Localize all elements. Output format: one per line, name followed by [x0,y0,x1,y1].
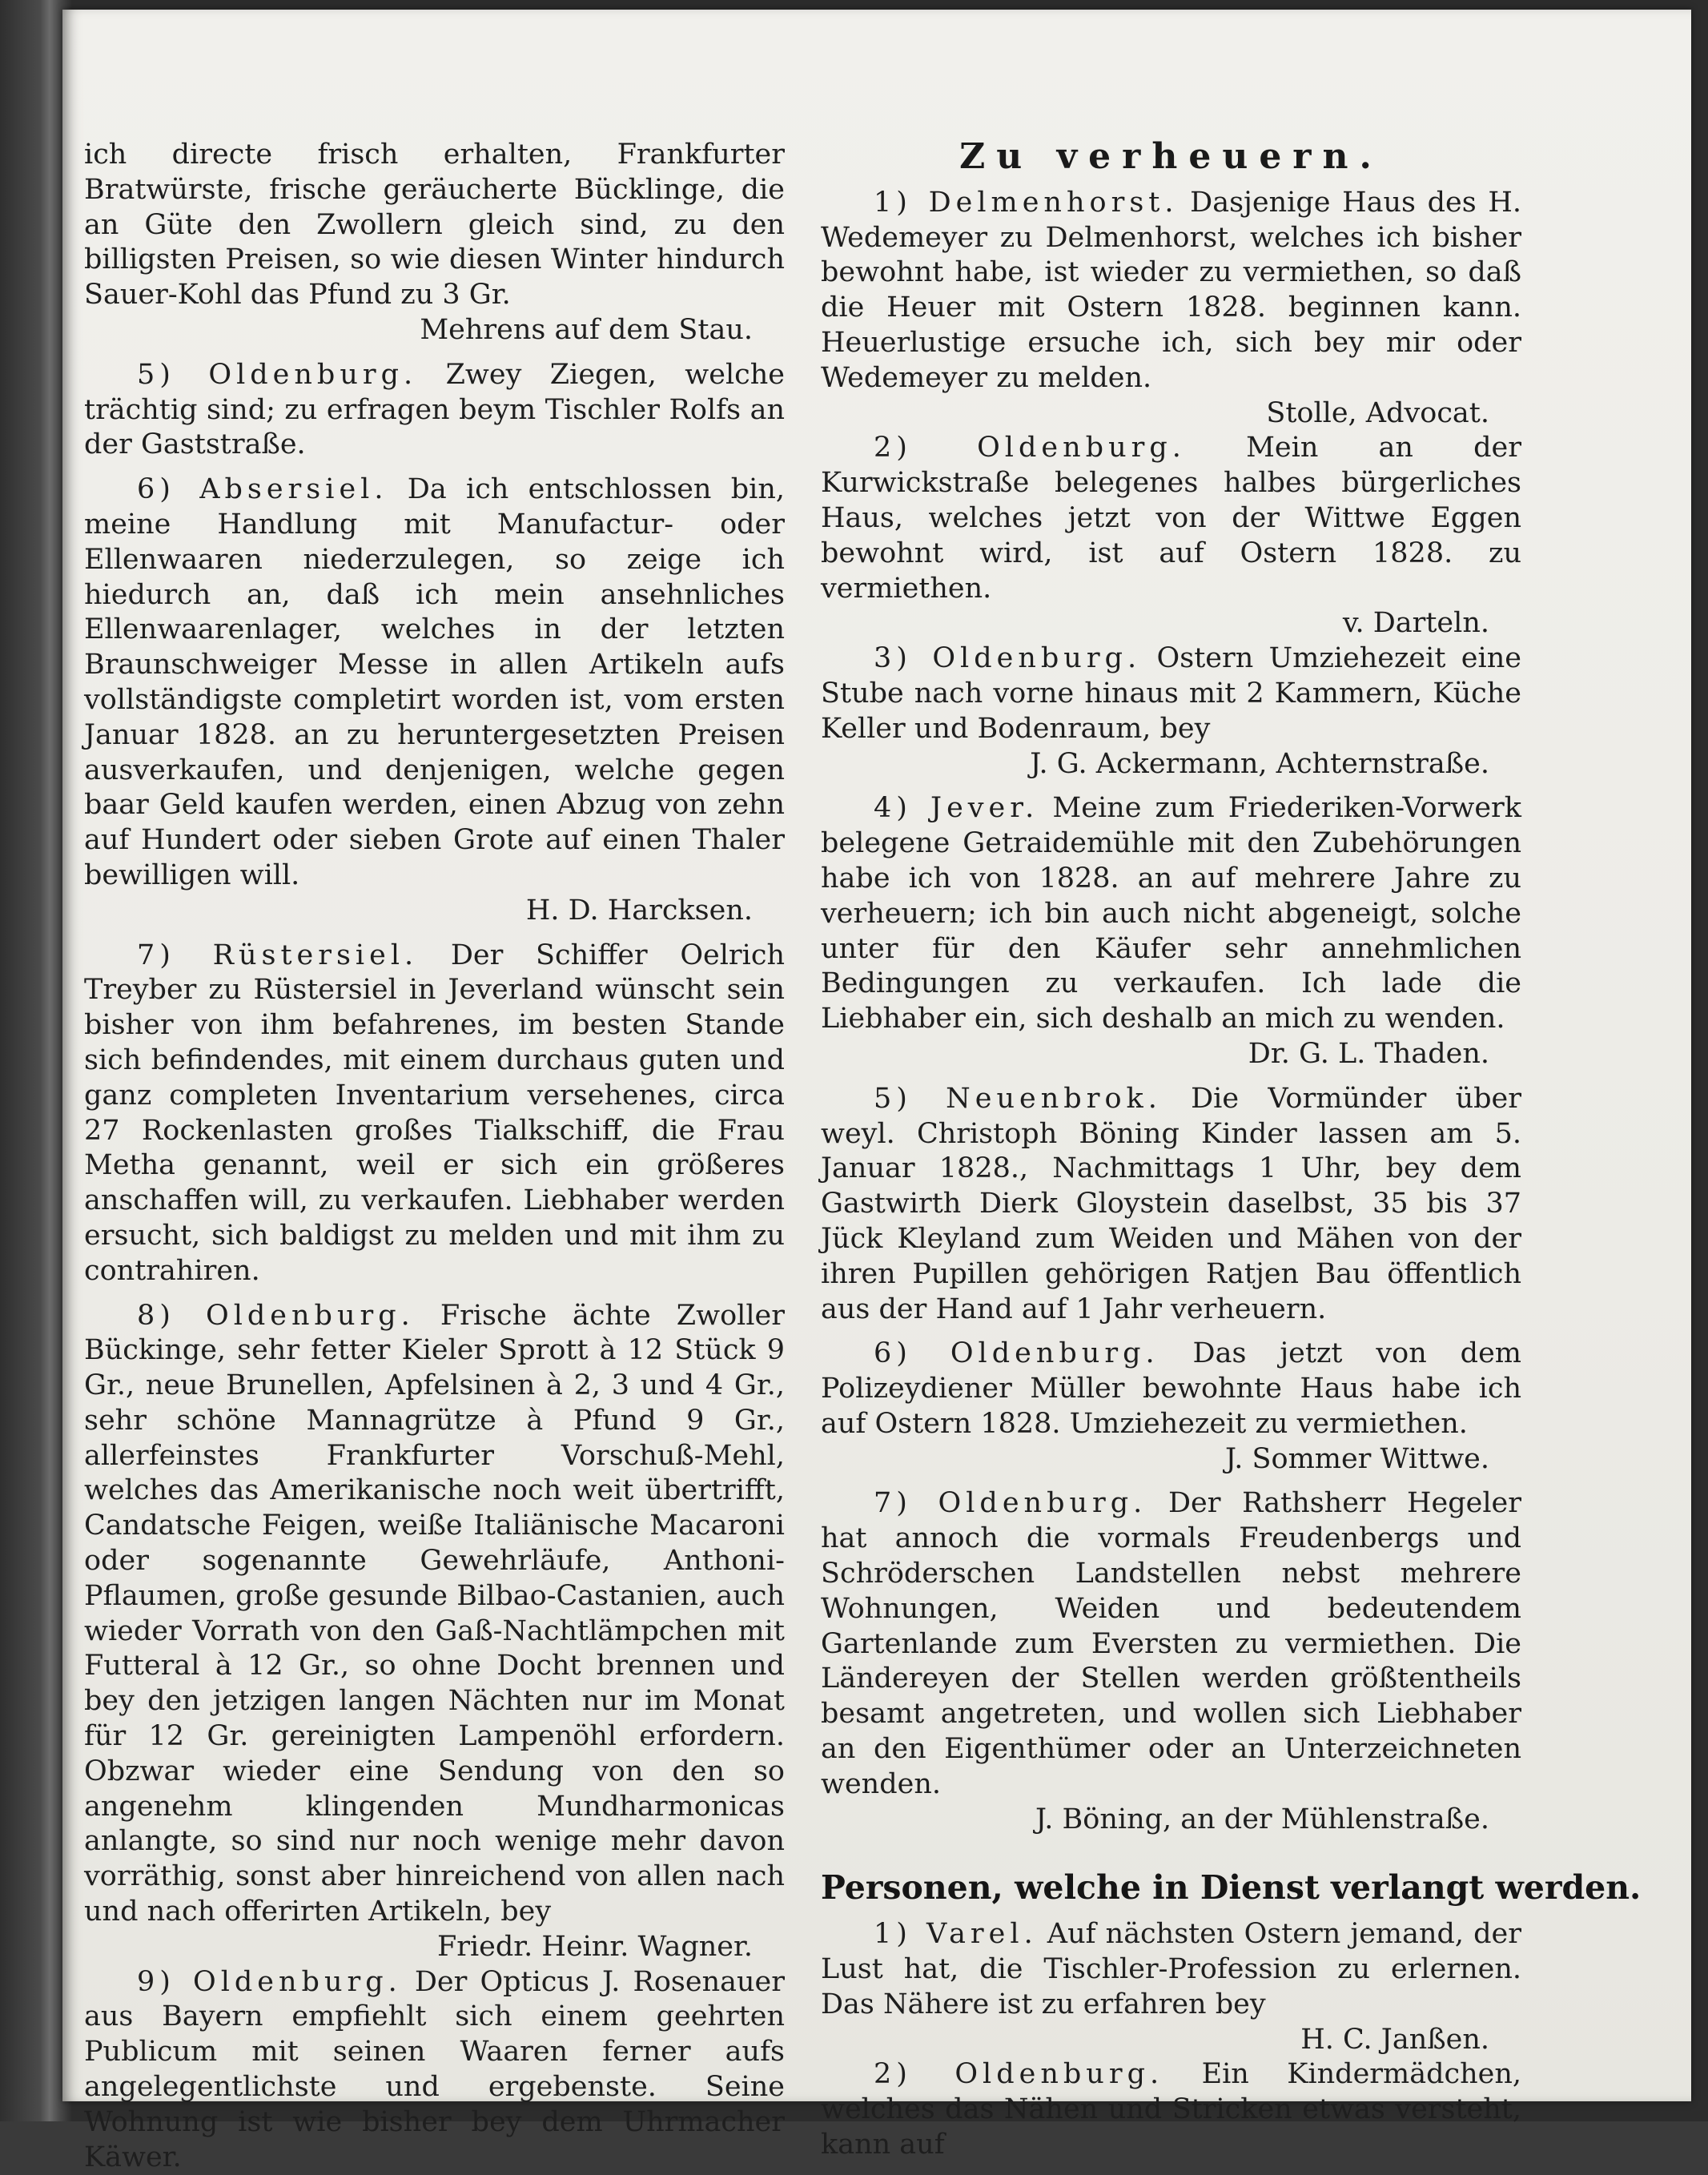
rental-3-oldenburg: 3) Oldenburg. Ostern Umziehezeit eine Stube nach vorne hinaus mit 2 Kammern, Küche Keller und Bodenraum, bey [821,642,1521,745]
signature-ackermann: J. G. Ackermann, Achternstraße. [1030,747,1489,780]
place-name: 9) Oldenburg. [137,1965,402,1998]
place-name: 6) Oldenburg. [874,1337,1159,1370]
left-column [84,138,785,2175]
place-name: 7) Oldenburg. [874,1487,1147,1520]
rental-1-delmenhorst: 1) Delmenhorst. Dasjenige Haus des H. Wedemeyer zu Delmenhorst, welches ich bisher bewohnt habe, ist wieder zu vermiethen, so daß die Heuer mit Ostern 1828. beginnen kann. Heuerlustige ersuche ich, sich bey mir oder Wedemeyer zu melden. [821,186,1521,394]
notice-7-ruestersiel: 7) Rüstersiel. Der Schiffer Oelrich Treyber zu Rüstersiel in Jeverland wünscht sein bisher von ihm befahrenes, im besten Stande sich befindendes, mit einem durchaus guten und ganz completen Inventarium versehenes, circa 27 Rockenlasten großes Tialkschiff, die Frau Metha genannt, weil er sich ein größeres anschaffen will, zu verkaufen. Liebhaber werden ersucht, sich baldigst zu melden und mit ihm zu contrahiren. [84,939,785,1287]
rental-5-neuenbrok: 5) Neuenbrok. Die Vormünder über weyl. Christoph Böning Kinder lassen am 5. Januar 1828., Nachmittags 1 Uhr, bey dem Gastwirth Dierk Gloystein daselbst, 35 bis 37 Jück Kleyland zum Weiden und Mähen von der ihren Pupillen gehörigen Ratjen Bau öffentlich aus der Hand auf 1 Jahr verheuern. [821,1082,1521,1325]
rental-7-oldenburg: 7) Oldenburg. Der Rathsherr Hegeler hat annoch die vormals Freudenbergs und Schröderschen Landstellen nebst mehrere Wohnungen, Weiden und bedeutendem Gartenlande zum Eversten zu vermiethen. Die Ländereyen der Stellen werden größtentheils besamt angetreten, und wollen sich Liebhaber an den Eigenthümer oder an Unterzeichneten wenden. [821,1487,1521,1800]
place-name: 4) Jever. [874,792,1039,825]
place-name: 3) Oldenburg. [874,642,1142,675]
signature-harcksen: H. D. Harcksen. [525,894,753,927]
place-name: 1) Varel. [874,1918,1038,1951]
place-name: 2) Oldenburg. [874,2058,1164,2091]
notice-5-oldenburg: 5) Oldenburg. Zwey Ziegen, welche trächtig sind; zu erfragen beym Tischler Rolfs an der Gaststraße. [84,358,785,461]
notice-6-absersiel: 6) Absersiel. Da ich entschlossen bin, meine Handlung mit Manufactur- oder Ellenwaaren niederzulegen, so zeige ich hiedurch an, daß ich mein ansehnliches Ellenwaarenlager, welches in der letzten Braunschweiger Messe in allen Artikeln aufs vollständigste completirt worden ist, vom ersten Januar 1828. an zu heruntergesetzten Preisen ausverkaufen, und denjenigen, welche gegen baar Geld kaufen werden, einen Abzug von zehn auf Hundert oder sieben Grote auf einen Thaler bewilligen will. [84,473,785,891]
place-name: 6) Absersiel. [137,473,388,506]
service-1-varel: 1) Varel. Auf nächsten Ostern jemand, der Lust hat, die Tischler-Profession zu erlernen. Das Nähere ist zu erfahren bey [821,1918,1521,2020]
place-name: 2) Oldenburg. [874,432,1186,464]
rental-4-jever: 4) Jever. Meine zum Friederiken-Vorwerk belegene Getraidemühle mit den Zubehörungen habe ich von 1828. an auf mehrere Jahre zu verheuern; ich bin auch nicht abgeneigt, solche unter für den Käufer sehr annehmlichen Bedingungen zu verkaufen. Ich lade die Liebhaber ein, sich deshalb an mich zu wenden. [821,792,1521,1035]
signature-sommer: J. Sommer Wittwe. [1224,1442,1489,1475]
place-name: 7) Rüstersiel. [137,939,419,971]
signature-stolle: Stolle, Advocat. [1266,396,1489,429]
signature-thaden: Dr. G. L. Thaden. [1248,1037,1489,1070]
right-column [821,136,1642,2163]
notice-8-oldenburg: 8) Oldenburg. Frische ächte Zwoller Bückinge, sehr fetter Kieler Sprott à 12 Stück 9 Gr., neue Brunellen, Apfelsinen à 2, 3 und 4 Gr., sehr schöne Mannagrütze à Pfund 9 Gr., allerfeinstes Frankfurter Vorschuß-Mehl, welches das Amerikanische noch weit übertrifft, Candatsche Feigen, weiße Italiänische Macaroni oder sogenannte Gewehrläufe, Anthoni-Pflaumen, große gesunde Bilbao-Castanien, auch wieder Vorrath von den Gaß-Nachtlämpchen mit Futteral à 12 Gr., so ohne Docht brennen und bey den jetzigen langen Nächten nur im Monat für 12 Gr. gereinigten Lampenöhl erfordern. Obzwar wieder eine Sendung von den so angenehm klingenden Mundharmonicas anlangte, so sind nur noch wenige mehr davon vorräthig, sonst aber hinreichend von allen nach und nach offerirten Artikeln, bey [84,1299,785,1928]
rental-6-oldenburg: 6) Oldenburg. Das jetzt von dem Polizeydiener Müller bewohnte Haus habe ich auf Ostern 1828. Umziehezeit zu vermiethen. [821,1337,1521,1440]
newspaper-page [62,10,1691,2173]
service-2-oldenburg: 2) Oldenburg. Ein Kindermädchen, welches das Nähen und Stricken etwas versteht, kann auf [821,2058,1521,2161]
heading-personen-dienst: Personen, welche in Dienst verlangt werden. [821,1868,1642,1908]
signature-mehrens: Mehrens auf dem Stau. [420,313,753,346]
notice-continued-text: ich directe frisch erhalten, Frankfurter Bratwürste, frische geräucherte Bücklinge, die an Güte den Zwollern gleich sind, zu den billigsten Preisen, so wie diesen Winter hindurch Sauer-Kohl das Pfund zu 3 Gr. [84,139,785,312]
rental-2-oldenburg: 2) Oldenburg. Mein an der Kurwickstraße belegenes halbes bürgerliches Haus, welches jetzt von der Wittwe Eggen bewohnt wird, ist auf Ostern 1828. zu vermiethen. [821,432,1521,605]
place-name: 5) Oldenburg. [137,358,418,391]
heading-zu-verheuern: Zu verheuern. [959,136,1383,177]
notice-9-oldenburg: 9) Oldenburg. Der Opticus J. Rosenauer aus Bayern empfiehlt sich einem geehrten Publicum mit seinen Waaren ferner aufs angelegentlichste und ergebenste. Seine Wohnung ist wie bisher bey dem Uhrmacher Käwer. [84,1965,785,2173]
place-name: 1) Delmenhorst. [874,186,1179,219]
signature-darteln: v. Darteln. [1342,607,1489,640]
signature-boening: J. Böning, an der Mühlenstraße. [1035,1803,1489,1835]
signature-wagner: Friedr. Heinr. Wagner. [436,1930,753,1963]
place-name: 5) Neuenbrok. [874,1082,1162,1115]
place-name: 8) Oldenburg. [137,1299,415,1332]
signature-janssen: H. C. Janßen. [1300,2023,1489,2056]
